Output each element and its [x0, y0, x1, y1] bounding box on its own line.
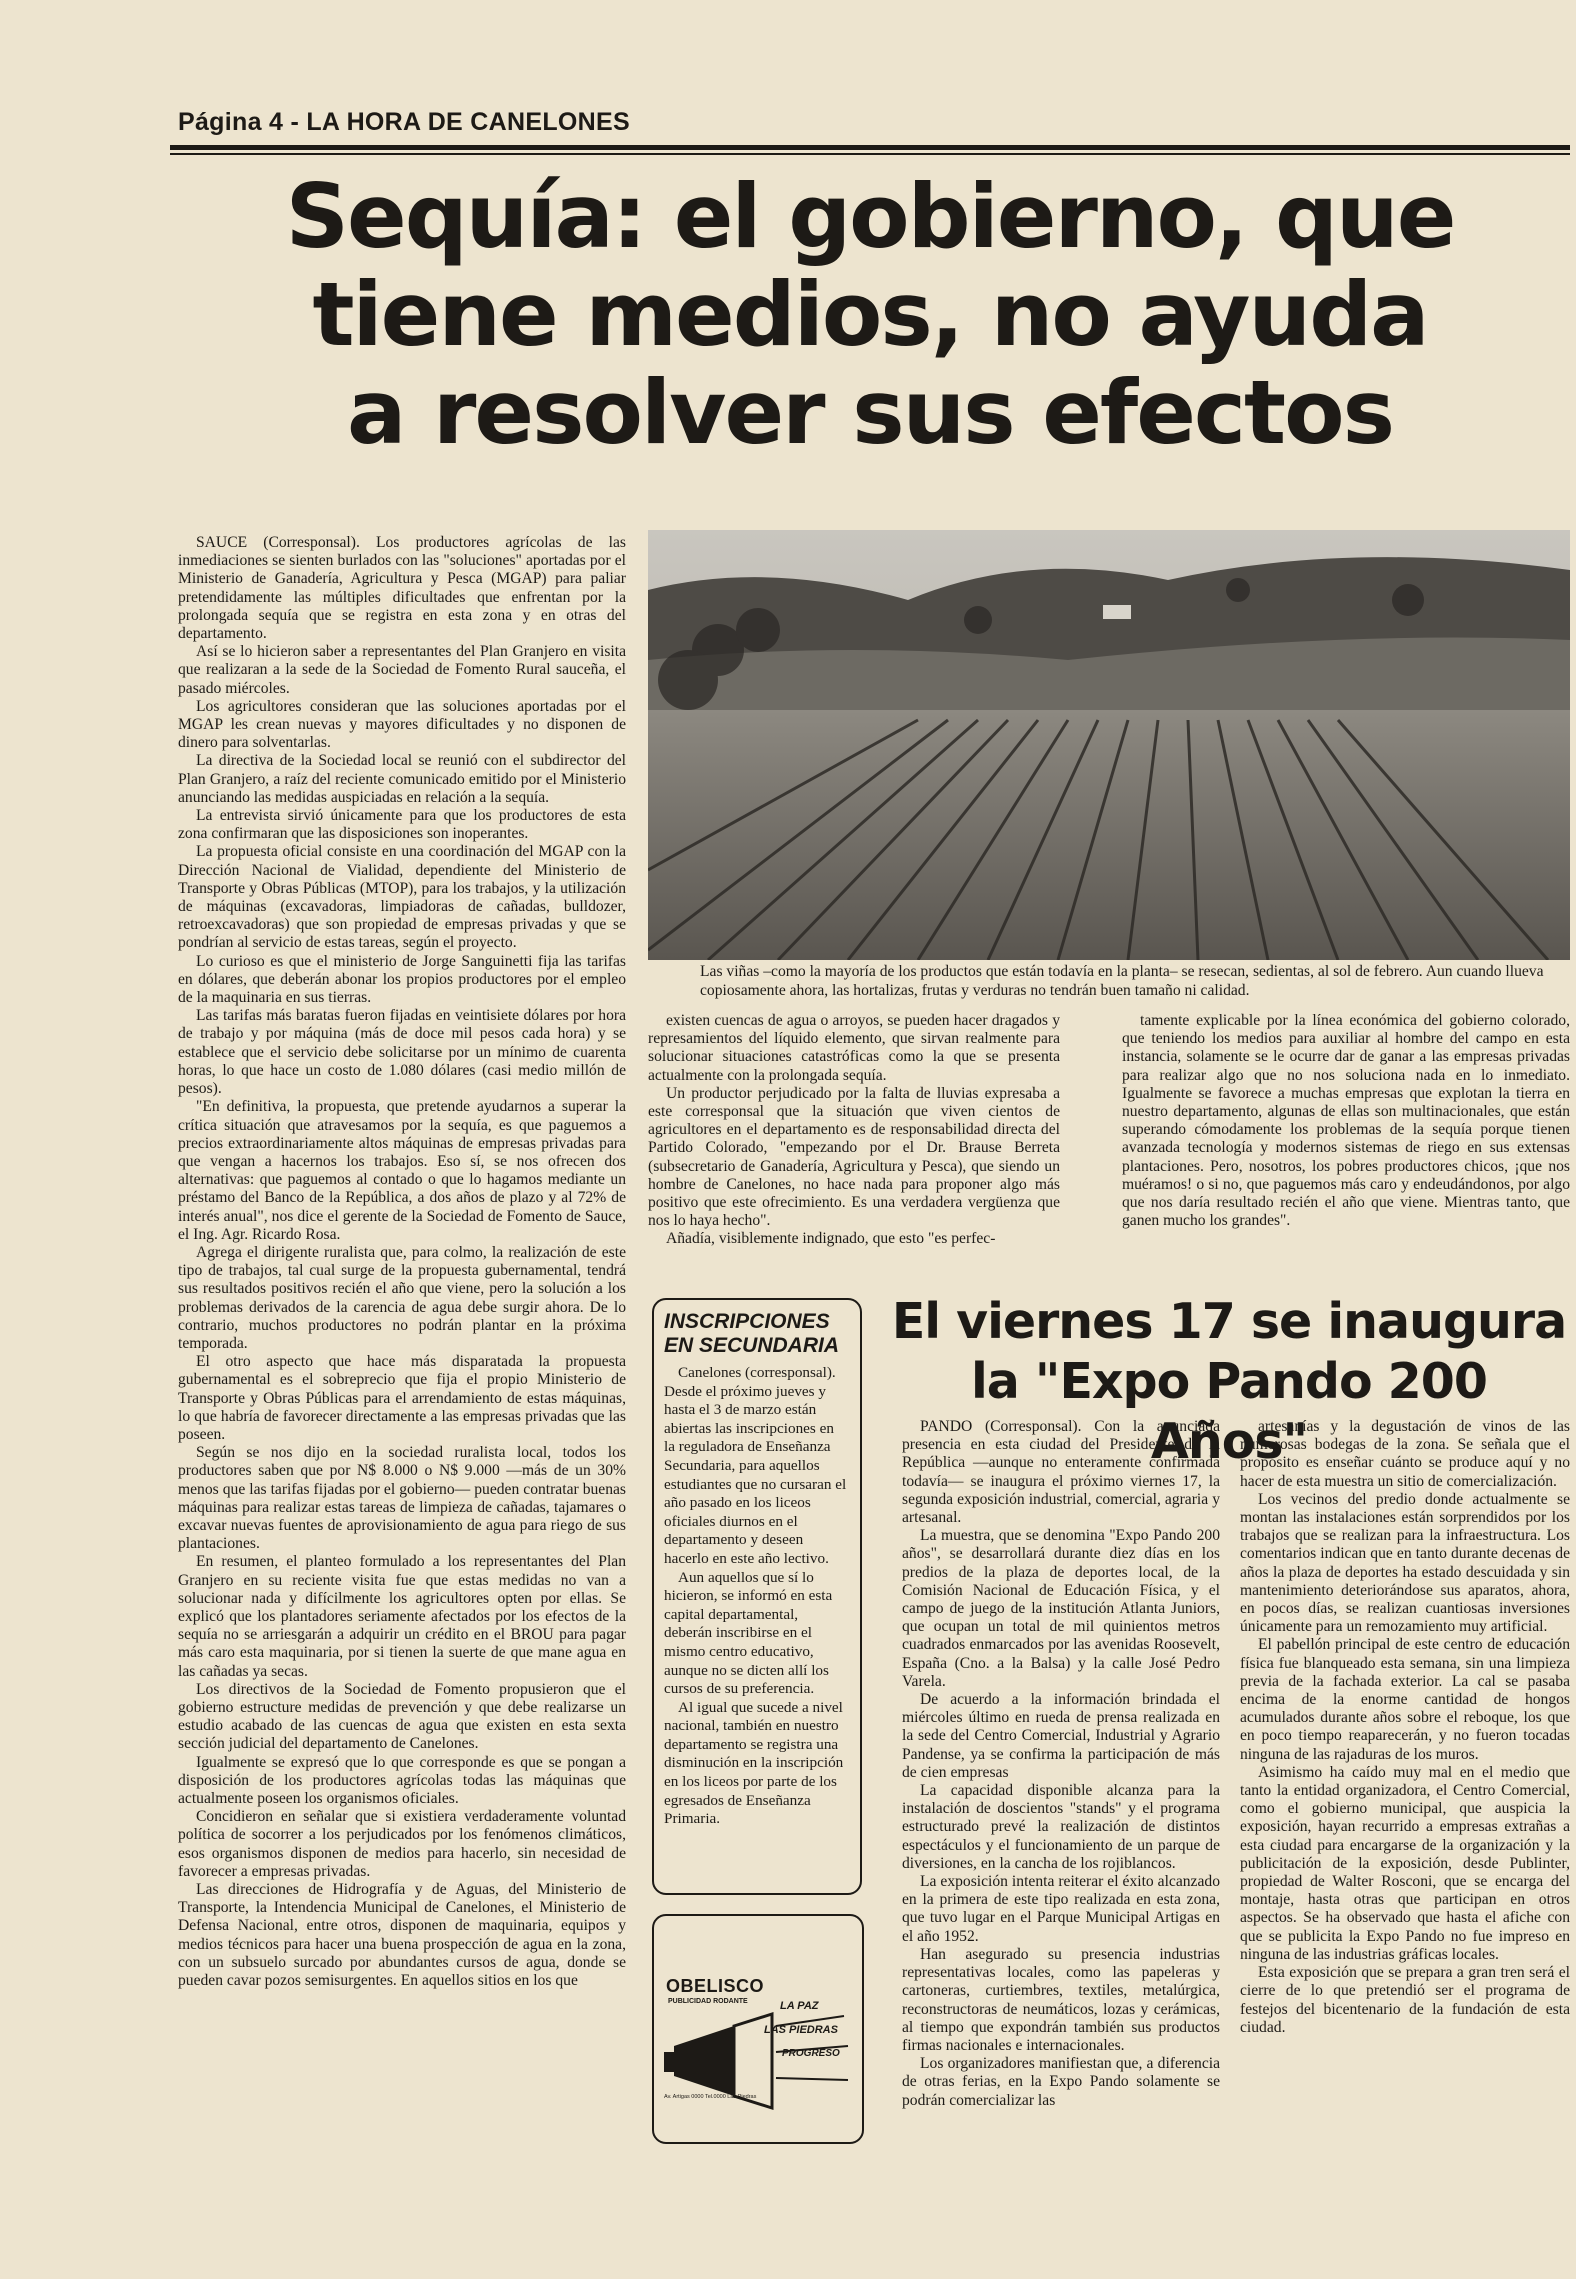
expo-article-column-1 [902, 1418, 1220, 2252]
paragraph: Aun aquellos que sí lo hicieron, se informó en esta capital departamental, deberán inscribirse en el mismo centro educativo, aunque no se dicten allí los cursos de su preferencia. [664, 1568, 833, 1698]
header-rule [170, 145, 1570, 150]
inscripciones-title [664, 1310, 848, 1358]
paragraph: Esta exposición que se prepara a gran tren será el cierre de lo que pretendió ser el programa de festejos del bicentenario de la fundación de esta ciudad. [1240, 1964, 1570, 2036]
paragraph: Los agricultores consideran que las soluciones aportadas por el MGAP les crean nuevas y mayores dificultades y no disponen de dinero para solventarlas. [178, 697, 626, 752]
paragraph: Igualmente se expresó que lo que corresponde es que se pongan a disposición de los productores agrícolas todas las máquinas que actualmente poseen los organismos oficiales. [178, 1753, 626, 1808]
ad-tag-progreso: PROGRESO [782, 2048, 840, 2059]
running-head: Página 4 - LA HORA DE CANELONES [178, 108, 630, 136]
paragraph: Los vecinos del predio donde actualmente se montan las instalaciones están sorprendidos por los trabajos que se realizan para la infraestructura. Los comentarios indican que en tanto durante decenas de años la plaza de deportes ha estado descuidada y sin mantenimiento deteriorándose sus aparatos, ahora, en pocos días, se realizan cuantiosas inversiones únicamente para un remozamiento muy artificial. [1240, 1490, 1570, 1636]
paragraph: En resumen, el planteo formulado a los representantes del Plan Granjero en su reciente visita fue que estas medidas no van a solucionar nada y difícilmente los agricultores opten por ellas. Se explicó que los plantadores seriamente afectados por los efectos de la sequía no se arriesgarán a adquirir un crédito en el BROU para pagar más caro esta maquinaria, por si tienen la suerte de que mane agua en las cañadas ya secas. [178, 1553, 626, 1680]
paragraph: La capacidad disponible alcanza para la instalación de doscientos "stands" y el programa estructurado prevé la realización de distintos espectáculos y el funcionamiento de un parque de diversiones, en la cancha de los rojiblancos. [902, 1782, 1220, 1872]
paragraph: SAUCE (Corresponsal). Los productores agrícolas de las inmediaciones se sienten burlados con las "soluciones" aportadas por el Ministerio de Ganadería, Agricultura y Pesca (MGAP) para paliar pretendidamente las múltiples dificultades que enfrentan por la prolongada sequía que se registra en esta zona y en otras del departamento. [178, 534, 626, 643]
paragraph: Lo curioso es que el ministerio de Jorge Sanguinetti fija las tarifas en dólares, que deberán abonar los propios productores por el empleo de la maquinaria en sus tierras. [178, 952, 626, 1007]
obelisco-advertisement [652, 1914, 864, 2144]
expo-article-column-2 [1240, 1418, 1570, 2252]
vineyard-photo [648, 530, 1570, 960]
paragraph: Un productor perjudicado por la falta de lluvias expresaba a este corresponsal que la situación que viven cientos de agricultores en el departamento es de responsabilidad directa del Partido Colorado, "empezando por el Dr. Brause Berreta (subsecretario de Ganadería, Agricultura y Pesca), que siendo un hombre de Canelones, no hace nada para proponer algo más positivo que este ofrecimiento. Es una verdadera vergüenza que nos lo haya hecho". [648, 1084, 1060, 1230]
ad-brand: OBELISCO [666, 1976, 765, 1996]
paragraph: La propuesta oficial consiste en una coordinación del MGAP con la Dirección Nacional de Vialidad, dependiente del Ministerio de Transporte y Obras Públicas (MTOP), para los trabajos, y la utilización de máquinas (excavadoras, limpiadoras de cañadas, bulldozer, retroexcavadoras) que son propiedad de empresas privadas y que se pondrían al servicio de estas tareas, según el proyecto. [178, 843, 626, 952]
paragraph: Asimismo ha caído muy mal en el medio que tanto la entidad organizadora, el Centro Comercial, como el gobierno municipal, que auspicia la exposición, hayan recurrido a empresas extrañas a esta ciudad para encargarse de la organización y la publicitación de la exposición, desde Publinter, propiedad de Walter Rosconi, que se encarga del montaje, hasta otras que participan en otros aspectos. Se ha observado que hasta el afiche con que se publicita la Expo Pando no fue impreso en ninguna de las industrias gráficas locales. [1240, 1763, 1570, 1963]
inscripciones-box [652, 1298, 862, 1895]
paragraph: Los organizadores manifiestan que, a diferencia de otras ferias, en la Expo Pando solamente se podrán comercializar las [902, 2055, 1220, 2109]
main-article-column-1 [178, 534, 626, 2246]
inscripciones-body [664, 1364, 848, 1829]
ad-tag-la-paz: LA PAZ [780, 2000, 819, 2012]
paragraph: "En definitiva, la propuesta, que pretende ayudarnos a superar la crítica situación que atravesamos por la sequía, es que paguemos a precios extraordinariamente altos máquinas de empresas privadas para que vengan a hacernos los trabajos. Eso sí, se nos ofrecen dos alternativas: que paguemos al contado o que lo hagamos mediante un préstamo del Banco de la República, a dos años de plazo y al 72% de interés anual", nos dice el gerente de la Sociedad de Fomento de Sauce, el Ing. Agr. Ricardo Rosa. [178, 1098, 626, 1243]
paragraph: existen cuencas de agua o arroyos, se pueden hacer dragados y represamientos del líquido elemento, que sirvan realmente para solucionar situaciones catastróficas como la que se presenta actualmente con la prolongada sequía. [648, 1012, 1060, 1084]
paragraph: El otro aspecto que hace más disparatada la propuesta gubernamental es el sobreprecio que fija el propio Ministerio de Transporte y Obras Públicas para el arrendamiento de estas máquinas, lo que habría de favorecer directamente a las empresas privadas que las poseen. [178, 1353, 626, 1443]
paragraph: Así se lo hicieron saber a representantes del Plan Granjero en visita que realizaran a la sede de la Sociedad de Fomento Rural sauceña, el pasado miércoles. [178, 643, 626, 697]
paragraph: Agrega el dirigente ruralista que, para colmo, la realización de este tipo de trabajos, tal cual surge de la propuesta gubernamental, tendrá sus resultados positivos recién el año que viene, pero la solución a los problemas derivados de la carencia de agua debe surgir ahora. De lo contrario, muchos productores no podrán plantar en la próxima temporada. [178, 1243, 626, 1352]
paragraph: PANDO (Corresponsal). Con la anunciada presencia en esta ciudad del Presidente de la República —aunque no enteramente confirmada todavía— se inaugura el próximo viernes 17, la segunda exposición industrial, comercial, agraria y artesanal. [902, 1418, 1220, 1527]
ad-footer: Av. Artigas 0000 Tel.0000 Las Piedras [664, 2094, 757, 2100]
photo-caption: Las viñas –como la mayoría de los productos que están todavía en la planta– se resecan, sedientas, al sol de febrero. Aun cuando llueva copiosamente ahora, las hortalizas, frutas y verduras no tendrán buen tamaño ni calidad. [700, 963, 1544, 999]
inscripciones-title-line: INSCRIPCIONES [664, 1310, 830, 1333]
paragraph: tamente explicable por la línea económica del gobierno colorado, que teniendo los medios para auxiliar al hombre del campo en esta instancia, solamente se le ocurre dar de ganar a las empresas privadas para realizar algo que no nos soluciona nada en lo inmediato. Igualmente se favorece a muchas empresas que explotan la tierra en nuestro departamento, algunas de ellas son multinacionales, que están superando cómodamente los problemas de la sequía porque tienen avanzada tecnología y modernos sistemas de riego en sus extensas plantaciones. Pero, nosotros, los pobres productores chicos, ¡que nos muéramos! o si no, que paguemos más caro y endeudándonos, por algo que nos daría resultado recién el año que viene. Mientras tanto, que ganen mucho los grandes". [1122, 1012, 1570, 1230]
paragraph: La muestra, que se denomina "Expo Pando 200 años", se desarrollará durante diez días en los predios de la plaza de deportes local, de la Comisión Nacional de Educación Física, y el campo de juego de la institución Atlanta Juniors, que ocupan un total de mil quinientos metros cuadrados enmarcados por las avenidas Roosevelt, España (Cno. a la Balsa) y la calle José Pedro Varela. [902, 1527, 1220, 1690]
main-article-column-2 [648, 1012, 1060, 1278]
headline-line: tiene medios, no ayuda [312, 263, 1428, 366]
ad-subtitle: PUBLICIDAD RODANTE [668, 1998, 748, 2005]
paragraph: Las direcciones de Hidrografía y de Aguas, del Ministerio de Transporte, la Intendencia Municipal de Canelones, el Ministerio de Defensa Nacional, entre otros, disponen de maquinaria, equipos y medios técnicos para hacer una buena prospección de agua en la zona, con un subsuelo surcado por abundantes cursos de agua, donde se pueden cavar pozos semisurgentes. En aquellos sitios en los que [178, 1881, 626, 1990]
headline-line: a resolver sus efectos [347, 361, 1393, 464]
paragraph: Canelones (corresponsal). Desde el próximo jueves y hasta el 3 de marzo están abiertas las inscripciones en la reguladora de Enseñanza Secundaria, para aquellos estudiantes que no cursaran el año pasado en los liceos oficiales diurnos en el departamento y deseen hacerlo en este año lectivo. [664, 1364, 847, 1567]
headline-line: Sequía: el gobierno, que [285, 165, 1455, 268]
paragraph: De acuerdo a la información brindada el miércoles último en rueda de prensa realizada en la sede del Centro Comercial, Industrial y Agrario Pandense, ya se confirma la participación de más de cien empresas [902, 1691, 1220, 1781]
paragraph: Concidieron en señalar que si existiera verdaderamente voluntad política de socorrer a los perjudicados por los fenómenos climáticos, esos organismos disponen de medios para hacerlo, sin necesidad de favorecer a empresas privadas. [178, 1808, 626, 1880]
paragraph: La directiva de la Sociedad local se reunió con el subdirector del Plan Granjero, a raíz del reciente comunicado emitido por el Ministerio anunciando las medidas auspiciadas en relación a la sequía. [178, 752, 626, 806]
paragraph: Al igual que sucede a nivel nacional, también en nuestro departamento se registra una disminución en la inscripción en los liceos por parte de los egresados de Enseñanza Primaria. [664, 1698, 844, 1828]
ad-tag-las-piedras: LAS PIEDRAS [764, 2024, 838, 2036]
paragraph: El pabellón principal de este centro de educación física fue blanqueado esta semana, sin una limpieza previa de la fachada exterior. La cal se pasaba encima de la enorme cantidad de hongos acumulados durante años sobre el reboque, los que en poco tiempo reaparecerán, y no fueron tocadas ninguna de las rajaduras de los muros. [1240, 1636, 1570, 1763]
main-headline [170, 165, 1570, 464]
expo-headline-line: la "Expo Pando 200 Años" [971, 1353, 1487, 1470]
paragraph: La exposición intenta reiterar el éxito alcanzado en la primera de este tipo realizada en esta zona, que tuvo lugar en el Parque Municipal Artigas en el año 1952. [902, 1873, 1220, 1945]
paragraph: Según se nos dijo en la sociedad ruralista local, todos los productores saben que por N$ 8.000 o N$ 9.000 —más de un 30% menos que las tarifas fijadas por el gobierno— pueden contratar buenas máquinas para realizar estas tareas de limpieza de cañadas, tajamares o excavar nuevas fuentes de aprovisionamiento de agua para riego de sus plantaciones. [178, 1444, 626, 1553]
paragraph: Añadía, visiblemente indignado, que esto "es perfec- [666, 1230, 996, 1248]
paragraph: artesanías y la degustación de vinos de las numerosas bodegas de la zona. Se señala que el propósito es enseñar cuánto se produce aquí y no hacer de esta muestra un sitio de comercialización. [1240, 1418, 1570, 1490]
header-rule-thin [170, 153, 1570, 155]
inscripciones-title-line: EN SECUNDARIA [664, 1334, 840, 1357]
paragraph: Las tarifas más baratas fueron fijadas en veintisiete dólares por hora de trabajo y por máquina (más de doce mil pesos cada hora) y se establece que el servicio debe solicitarse por un mínimo de cuarenta horas, lo que hace un costo de 1.080 dólares (casi medio millón de pesos). [178, 1007, 626, 1098]
expo-headline-line: El viernes 17 se inaugura [891, 1293, 1567, 1350]
paragraph: Los directivos de la Sociedad de Fomento propusieron que el gobierno estructure medidas de prevención y que debe realizarse un estudio acabado de las cuencas de agua que existen en esta sexta sección judicial del departamento de Canelones. [178, 1680, 626, 1753]
main-article-column-3 [1122, 1012, 1570, 1278]
vineyard-image [648, 530, 1570, 960]
paragraph: La entrevista sirvió únicamente para que los productores de esta zona confirmaran que las disposiciones son inoperantes. [178, 807, 626, 843]
paragraph: Han asegurado su presencia industrias representativas locales, como las papeleras y cartoneras, curtiembres, textiles, metalúrgica, reconstructoras de neumáticos, lozas y cerámicas, al tiempo que expondrán también sus productos firmas nacionales e internacionales. [902, 1945, 1220, 2054]
